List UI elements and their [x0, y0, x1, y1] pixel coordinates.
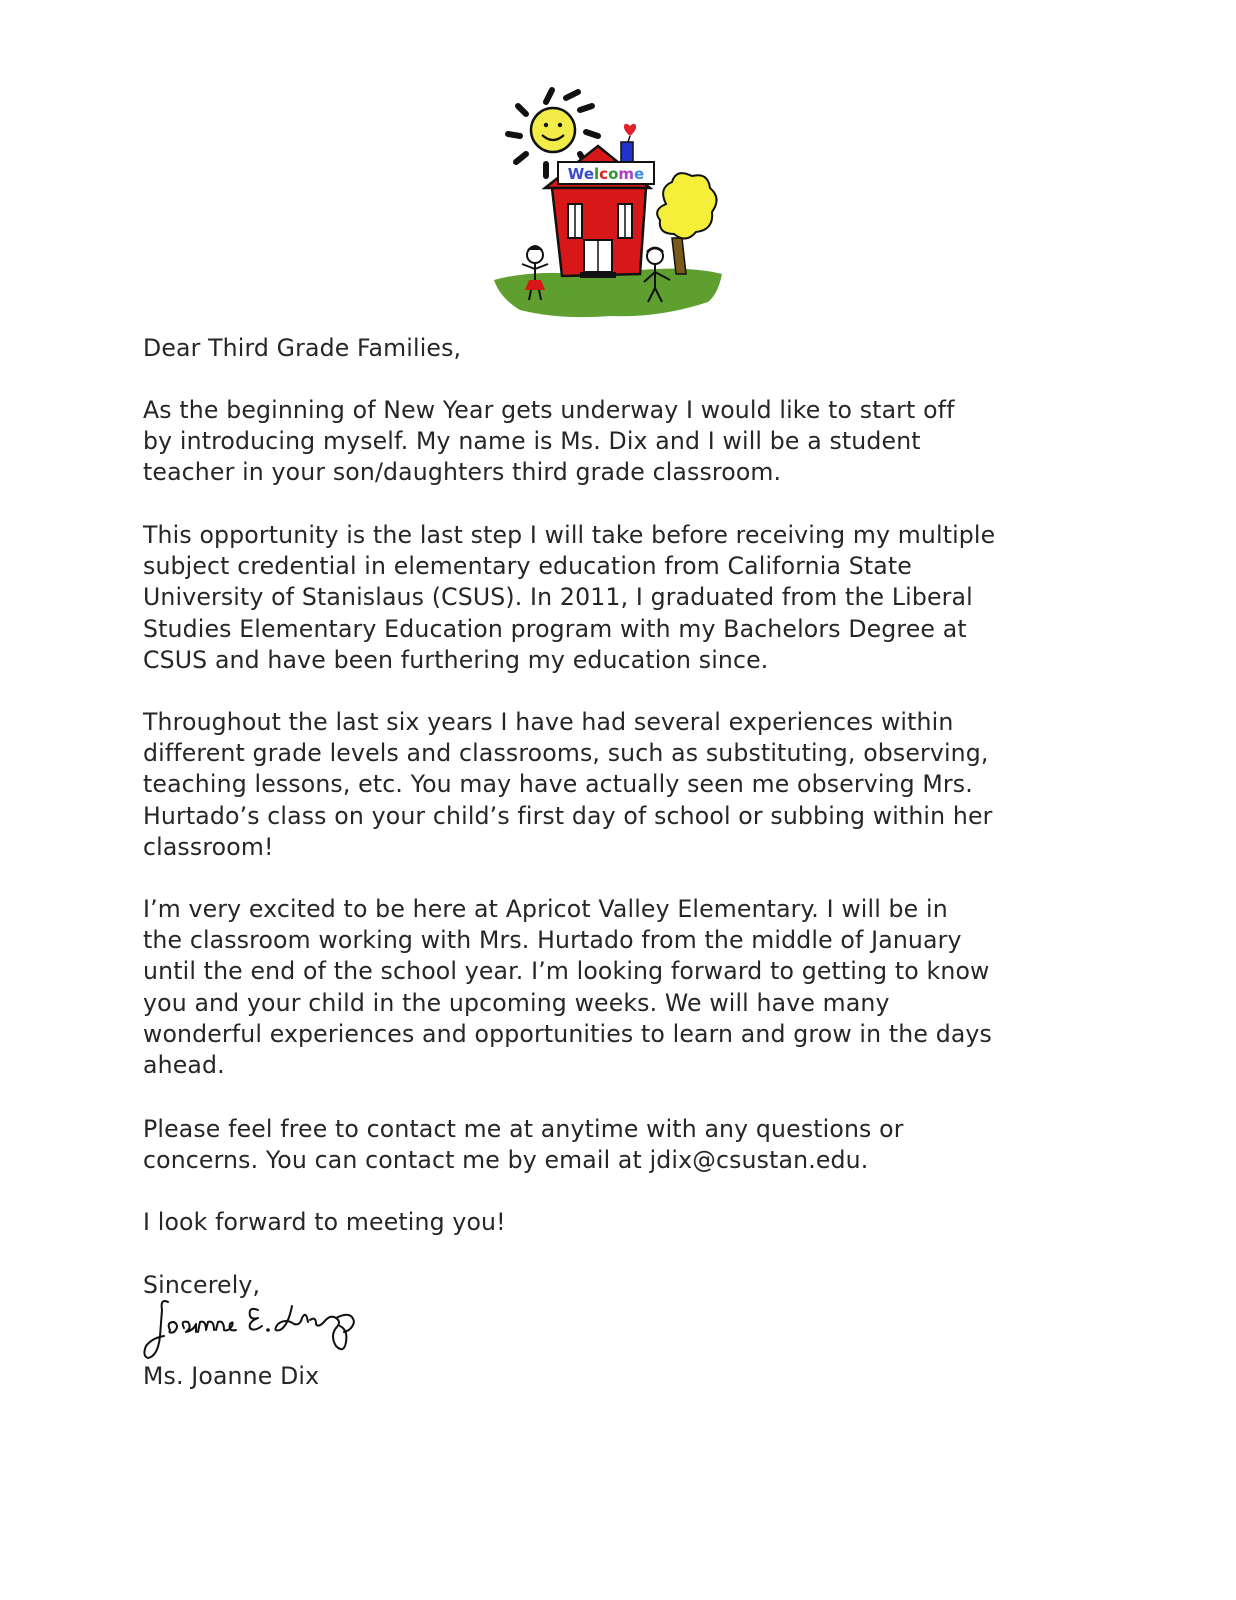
paragraph-credential — [143, 520, 995, 676]
text-line: Please feel free to contact me at anytime with any questions or — [143, 1115, 904, 1143]
greeting: Dear Third Grade Families, — [143, 334, 462, 362]
text-line: Hurtado’s class on your child’s first day of school or subbing within her — [143, 801, 993, 830]
text-line: University of Stanislaus (CSUS). In 2011, I graduated from the Liberal — [143, 583, 973, 612]
paragraph-introduction — [143, 395, 955, 489]
text-line: I look forward to meeting you! — [143, 1208, 506, 1236]
paragraph-closing-remark — [143, 1207, 506, 1238]
closing: Sincerely, — [143, 1271, 261, 1299]
text-line: different grade levels and classrooms, such as substituting, observing, — [143, 739, 989, 768]
text-line: subject credential in elementary education from California State — [143, 552, 912, 581]
text-line: the classroom working with Mrs. Hurtado from the middle of January — [143, 926, 962, 955]
text-line: wonderful experiences and opportunities to learn and grow in the days — [143, 1019, 992, 1048]
text-line: until the end of the school year. I’m looking forward to getting to know — [143, 957, 990, 986]
welcome-schoolhouse-icon — [490, 84, 730, 324]
text-line: This opportunity is the last step I will take before receiving my multiple — [143, 521, 996, 549]
text-line: Throughout the last six years I have had several experiences within — [143, 708, 954, 736]
text-line: I’m very excited to be here at Apricot Valley Elementary. I will be in — [143, 895, 948, 923]
text-line: teaching lessons, etc. You may have actually seen me observing Mrs. — [143, 770, 973, 799]
text-line: teacher in your son/daughters third grade classroom. — [143, 458, 782, 487]
text-line: classroom! — [143, 832, 274, 861]
paragraph-contact — [143, 1114, 904, 1176]
signer-name: Ms. Joanne Dix — [143, 1362, 320, 1390]
text-line: concerns. You can contact me by email at jdix@csustan.edu. — [143, 1146, 869, 1175]
handwritten-signature-icon — [140, 1296, 370, 1364]
paragraph-excitement — [143, 894, 992, 1081]
text-line: CSUS and have been furthering my education since. — [143, 645, 769, 674]
text-line: Studies Elementary Education program with my Bachelors Degree at — [143, 614, 967, 643]
text-line: As the beginning of New Year gets underway I would like to start off — [143, 396, 955, 424]
text-line: ahead. — [143, 1051, 225, 1080]
svg-text:Welcome: Welcome — [567, 165, 645, 183]
text-line: by introducing myself. My name is Ms. Dix and I will be a student — [143, 427, 921, 456]
paragraph-experience — [143, 707, 993, 863]
text-line: you and your child in the upcoming weeks. We will have many — [143, 988, 890, 1017]
